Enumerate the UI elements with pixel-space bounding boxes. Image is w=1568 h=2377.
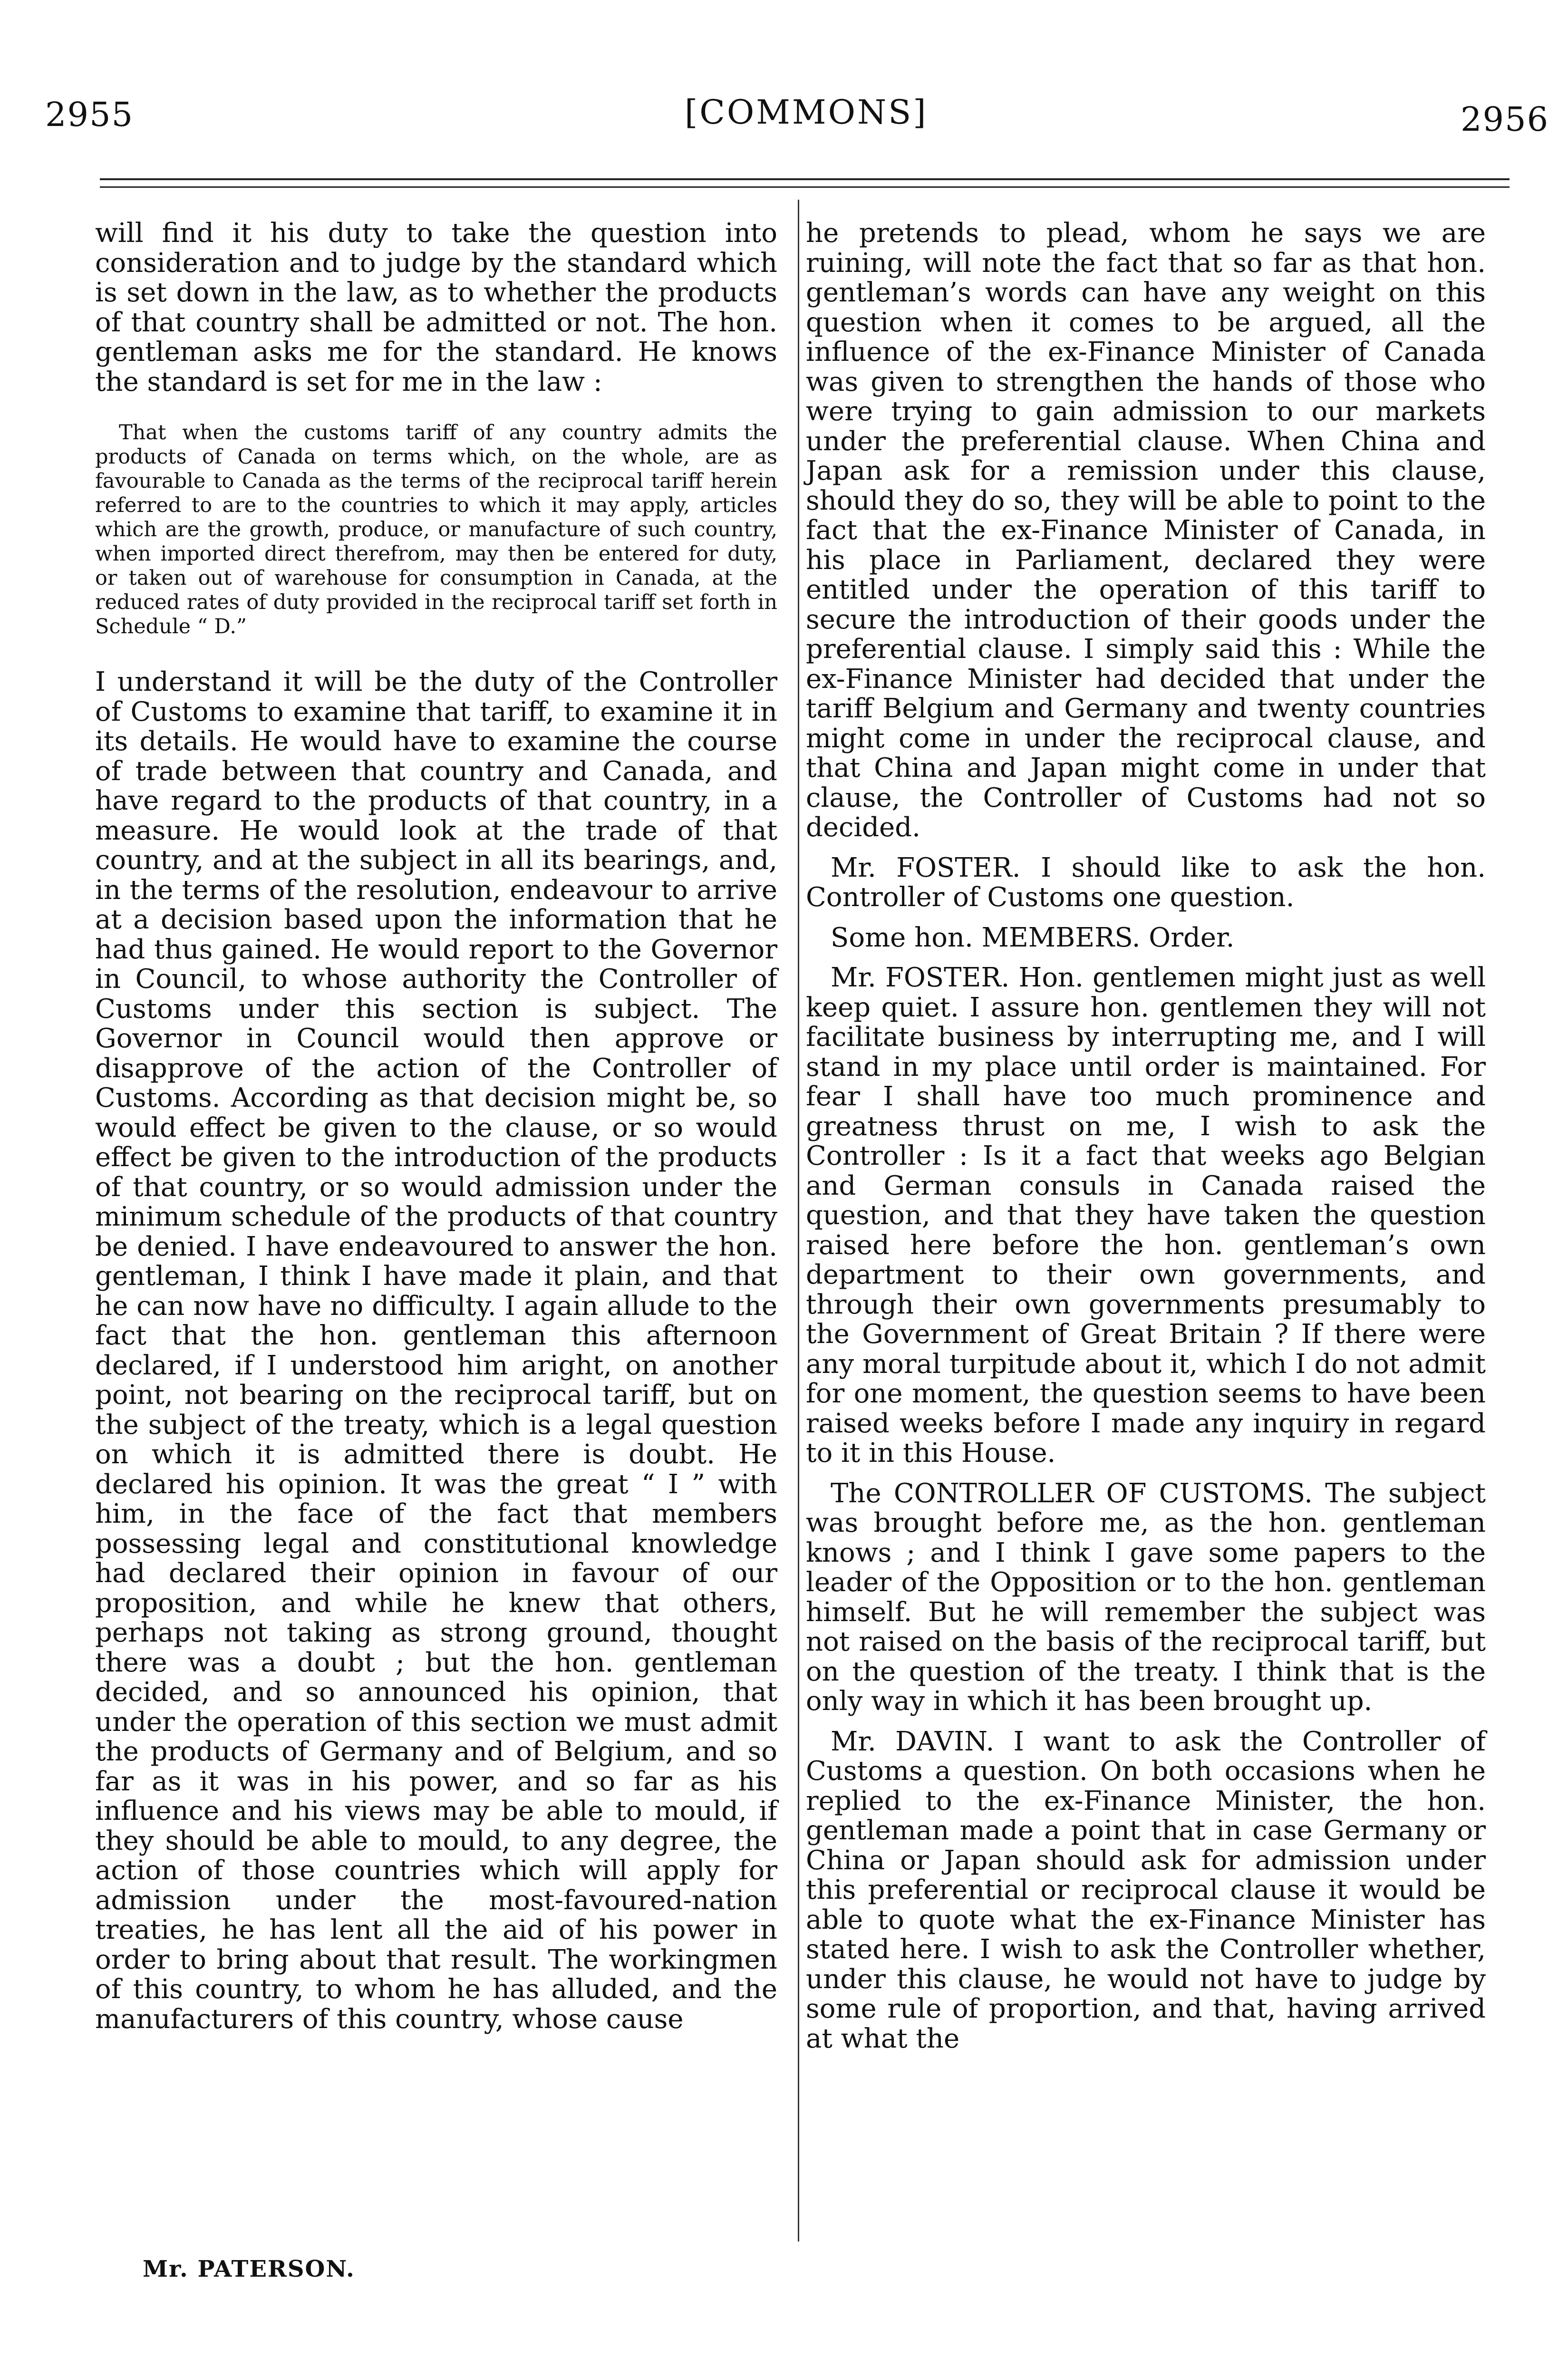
page-header-title: [COMMONS] bbox=[685, 93, 928, 132]
footer-speaker: Mr. PATERSON. bbox=[143, 2256, 355, 2282]
foster-statement: Mr. FOSTER. Hon. gentlemen might just as well keep quiet. I assure hon. gentlemen they will not facilitate business by interrupting me, and I will stand in my place until order is maintained. For fear I shall have too much prominence and greatness thrust on me, I wish to ask the Controller : Is it a fact that weeks ago Belgian and German consuls in Canada raised the question, and that they have taken the question raised here before the hon. gentleman’s own department to their own governments, and through their own governments presumably to the Government of Great Britain ? If there were any moral turpitude about it, which I do not admit for one moment, the question seems to have been raised weeks before I made any inquiry in regard to it in this House. bbox=[806, 962, 1486, 1469]
members-order: Some hon. MEMBERS. Order. bbox=[831, 922, 1235, 953]
header-rule-top bbox=[100, 178, 1510, 180]
left-paragraph-2: I understand it will be the duty of the Controller of Customs to examine that tariff, to examine it in its details. He would have to examine the course of trade between that country and Canada, and have regard to the products of that country, in a measure. He would look at the trade of that country, and at the subject in all its bearings, and, in the terms of the resolution, endeavour to arrive at a decision based upon the information that he had thus gained. He would report to the Governor in Council, to whose authority the Controller of Customs under this section is subject. The Governor in Council would then approve or disapprove of the action of the Controller of Customs. According as that decision might be, so would effect be given to the clause, or so would effect be given to the introduction of the products of that country, or so would admission under the minimum schedule of the products of that country be denied. I have endeavoured to answer the hon. gentleman, I think I have made it plain, and that he can now have no difficulty. I again allude to the fact that the hon. gentleman this afternoon declared, if I understood him aright, on another point, not bearing on the reciprocal tariff, but on the subject of the treaty, which is a legal question on which it is admitted there is doubt. He declared his opinion. It was the great “ I ” with him, in the face of the fact that members possessing legal and constitutional knowledge had declared their opinion in favour of our proposition, and while he knew that others, perhaps not taking as strong ground, thought there was a doubt ; but the hon. gentleman decided, and so announced his opinion, that under the operation of this section we must admit the products of Germany and of Belgium, and so far as it was in his power, and so far as his influence and his views may be able to mould, if they should be able to mould, to any degree, the action of those countries which will apply for admission under the most-favoured-nation treaties, he has lent all the aid of his power in order to bring about that result. The workingmen of this country, to whom he has alluded, and the manufacturers of this country, whose cause bbox=[95, 667, 777, 2035]
foster-question: Mr. FOSTER. I should like to ask the hon. Controller of Customs one question. bbox=[806, 852, 1486, 913]
page-number-left: 2955 bbox=[45, 95, 134, 134]
right-paragraph-1: he pretends to plead, whom he says we are ruining, will note the fact that so far as that hon. gentleman’s words can have any weight on this question when it comes to be argued, all the influence of the ex-Finance Minister of Canada was given to strengthen the hands of those who were trying to gain admission to our markets under the preferential clause. When China and Japan ask for a remission under this clause, should they do so, they will be able to point to the fact that the ex-Finance Minister of Canada, in his place in Parliament, declared they were entitled under the operation of this tariff to secure the introduction of their goods under the preferential clause. I simply said this : While the ex-Finance Minister had decided that under the tariff Belgium and Germany and twenty countries might come in under the reciprocal clause, and that China and Japan might come in under that clause, the Controller of Customs had not so decided. bbox=[806, 218, 1486, 843]
column-divider bbox=[798, 200, 799, 2242]
quoted-law-excerpt: That when the customs tariff of any country admits the products of Canada on terms which, on the whole, are as favourable to Canada as the terms of the reciprocal tariff herein referred to are to the countries to which it may apply, articles which are the growth, produce, or manufacture of such country, when imported direct therefrom, may then be entered for duty, or taken out of warehouse for consumption in Canada, at the reduced rates of duty provided in the reciprocal tariff set forth in Schedule “ D.” bbox=[95, 421, 777, 638]
controller-reply: The CONTROLLER OF CUSTOMS. The subject was brought before me, as the hon. gentleman knows ; and I think I gave some papers to the leader of the Opposition or to the hon. gentleman himself. But he will remember the subject was not raised on the basis of the reciprocal tariff, but on the question of the treaty. I think that is the only way in which it has been brought up. bbox=[806, 1478, 1486, 1717]
left-paragraph-1: will find it his duty to take the question into consideration and to judge by the standard which is set down in the law, as to whether the products of that country shall be admitted or not. The hon. gentleman asks me for the standard. He knows the standard is set for me in the law : bbox=[95, 218, 777, 397]
davin-question: Mr. DAVIN. I want to ask the Controller of Customs a question. On both occasions when he replied to the ex-Finance Minister, the hon. gentleman made a point that in case Germany or China or Japan should ask for admission under this preferential or reciprocal clause it would be able to quote what the ex-Finance Minister has stated here. I wish to ask the Controller whether, under this clause, he would not have to judge by some rule of proportion, and that, having arrived at what the bbox=[806, 1726, 1486, 2054]
header-rule-bottom bbox=[100, 186, 1510, 188]
right-column bbox=[806, 219, 1486, 2064]
left-column bbox=[95, 219, 777, 2045]
page-number-right: 2956 bbox=[1461, 100, 1549, 139]
